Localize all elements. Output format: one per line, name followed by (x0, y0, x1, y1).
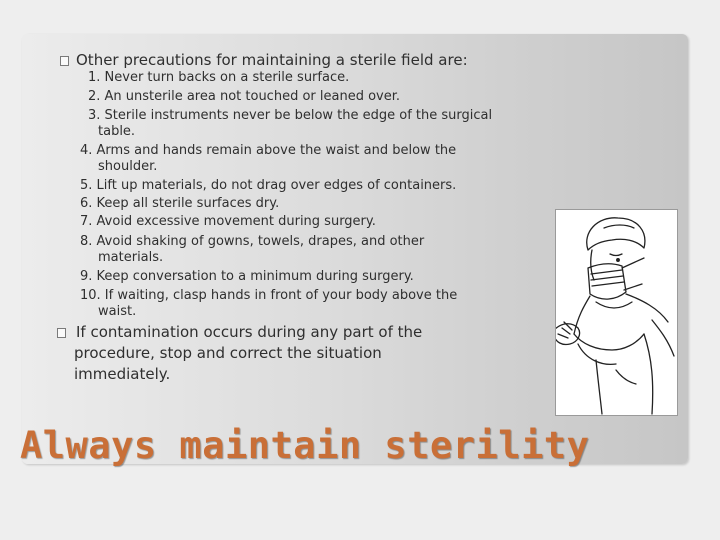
list-item: 4. Arms and hands remain above the waist and below the (80, 143, 457, 158)
list-item: 5. Lift up materials, do not drag over edges of containers. (80, 178, 457, 193)
slide-title: Always maintain sterility (20, 424, 590, 467)
list-item: 3. Sterile instruments never be below the edge of the surgical (88, 108, 493, 123)
list-item: 1. Never turn backs on a sterile surface. (88, 70, 350, 85)
list-item: 6. Keep all sterile surfaces dry. (80, 196, 280, 211)
list-item: 2. An unsterile area not touched or leaned over. (88, 89, 401, 104)
bullet-icon (60, 56, 69, 66)
contamination-text: immediately. (74, 365, 171, 383)
list-item: 10. If waiting, clasp hands in front of your body above the (80, 288, 458, 303)
surgeon-illustration (555, 209, 678, 416)
heading-text: Other precautions for maintaining a sterile field are: (76, 51, 468, 69)
bullet-icon (57, 328, 66, 338)
contamination-text: If contamination occurs during any part of the (76, 323, 423, 341)
list-item: 7. Avoid excessive movement during surgery. (80, 214, 376, 229)
list-item: shoulder. (98, 159, 158, 174)
list-item: 8. Avoid shaking of gowns, towels, drapes, and other (80, 234, 425, 249)
list-item: materials. (98, 250, 164, 265)
contamination-text: procedure, stop and correct the situation (74, 344, 382, 362)
list-item: waist. (98, 304, 137, 319)
list-item: 9. Keep conversation to a minimum during surgery. (80, 269, 414, 284)
list-item: table. (98, 124, 136, 139)
